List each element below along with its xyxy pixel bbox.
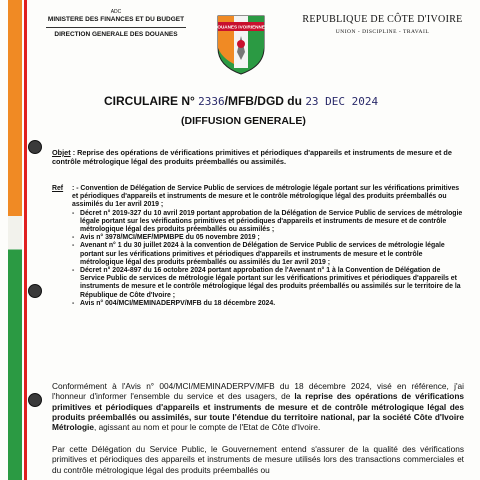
- customs-emblem-icon: [214, 14, 268, 76]
- ref-item: : - Convention de Délégation de Service Public de services de métrologie légale portant sur les vérifications primitives et périodiques d'appareils et instruments de mesure et le contrôle métrologique légal des produits préemballés ou assimilés du 1er avril 2019 ;: [72, 185, 460, 209]
- ministry-header: [16, 8, 216, 39]
- distribution-label: (DIFFUSION GENERALE): [181, 115, 306, 127]
- ref-section: [52, 185, 464, 308]
- header-rule: [46, 27, 186, 28]
- circular-title: [104, 94, 378, 108]
- red-margin-line: [24, 0, 27, 480]
- republic-header: [300, 14, 465, 35]
- objet-text: : Reprise des opérations de vérifications primitives et périodiques d'appareils et instruments de mesure et de contrôle métrologique légal des produits préemballés ou assimilés.: [52, 148, 452, 166]
- circular-prefix: CIRCULAIRE N°: [104, 94, 195, 108]
- ref-item: - Décret n° 2024-897 du 16 octobre 2024 portant approbation de l'Avenant n° 1 à la Convention de Délégation de Service Public de services de métrologie légale portant sur les vérifications primitives et périodiques d'appareils et instruments de mesure et le contrôle métrologique légal des produits préemballés ou assimilés sur le territoire de la République de Côte d'Ivoire ;: [72, 267, 464, 300]
- p1-bold: la reprise des opérations de vérifications primitives et périodiques d'appareils et instruments de mesure et de contrôle métrologique légal des produits préemballés ou assimilés, sur toute l'étendue du territoire national, par la société Côte d'Ivoire Métrologie: [52, 391, 464, 433]
- punch-hole: [28, 393, 42, 407]
- circular-date: 23 DEC 2024: [305, 95, 379, 108]
- ministry-name: MINISTERE DES FINANCES ET DU BUDGET: [47, 16, 185, 23]
- objet-section: [52, 148, 462, 166]
- republic-motto: UNION - DISCIPLINE - TRAVAIL: [335, 29, 430, 35]
- p1-intro: Conformément à l'Avis n° 004/MCI/MEMINADERPV/MFB du 18 décembre 2024, visé en référence, j'ai l'honneur d'informer l'ensemble du service et des usagers, de: [52, 381, 464, 402]
- ref-item: - Avis n° 004/MCI/MEMINADERPV/MFB du 18 décembre 2024.: [72, 300, 464, 308]
- adc-mark: ADC: [110, 9, 122, 15]
- body-paragraph-2: [52, 444, 464, 475]
- ref-list: [72, 185, 464, 308]
- ref-item: - Avis n° 3978/MCI/MEF/MPMBPE du 05 novembre 2019 ;: [72, 234, 464, 242]
- circular-suffix: /MFB/DGD du: [224, 94, 302, 108]
- ref-label: Ref: [52, 185, 64, 192]
- ref-item: - Avenant n° 1 du 30 juillet 2024 à la convention de Délégation de Service Public de services de métrologie légale portant sur les vérifications primitives et périodiques d'appareils et instruments de mesure et le contrôle métrologique légal des produits préemballés ou assimilés du 1er avril 2019 ;: [72, 242, 464, 267]
- flag-stripe: [8, 0, 22, 480]
- republic-name: REPUBLIQUE DE CÔTE D'IVOIRE: [302, 14, 463, 25]
- punch-hole: [28, 284, 42, 298]
- body-paragraph-1: [52, 381, 464, 432]
- directorate-name: DIRECTION GENERALE DES DOUANES: [54, 31, 178, 38]
- circular-number: 2336: [198, 95, 225, 108]
- p2-text: Par cette Délégation du Service Public, le Gouvernement entend s'assurer de la qualité des vérifications primitives et périodiques des appareils et instruments de mesure utilisés lors des transactions commerciales et du contrôle métrologique légal des produits préemballés ou: [52, 444, 464, 475]
- ref-item: - Décret n° 2019-327 du 10 avril 2019 portant approbation de la Délégation de Service Public de services de métrologie légale portant sur les vérifications primitives et périodiques d'appareils et instruments de mesure et de contrôle métrologique légal des produits préemballés ou assimilés ;: [72, 210, 464, 235]
- emblem-text: DOUANES IVOIRIENNES: [214, 24, 268, 30]
- objet-label: Objet: [52, 148, 71, 157]
- p1-end: , agissant au nom et pour le compte de l'Etat de Côte d'Ivoire.: [93, 422, 321, 433]
- punch-hole: [28, 140, 42, 154]
